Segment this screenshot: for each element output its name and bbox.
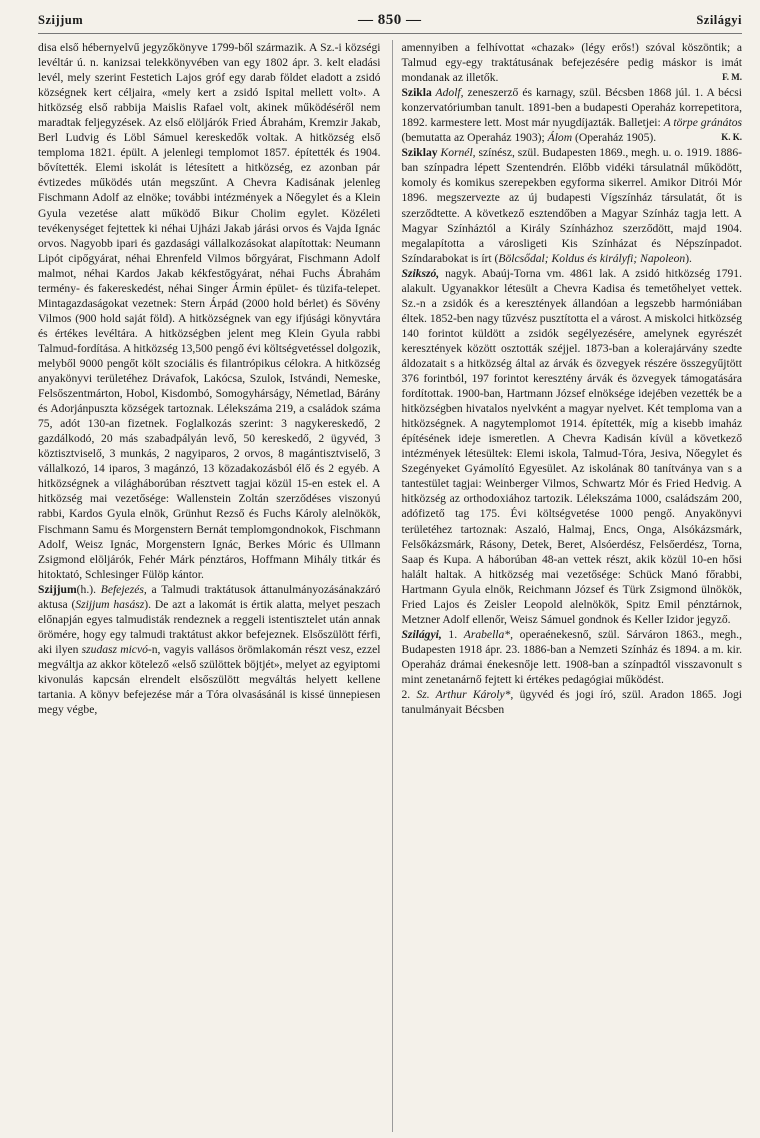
entry-szikszo: Szikszó, nagyk. Abaúj-Torna vm. 4861 lak. A zsidó hitközség 1791. alakult. Ugyanakkor létesült a Chevra Kadisa és temetőhelyet vettek. Sz.-n a zsidók és a keresztények állandóan a legszebb harmóniában éltek. 1852-ben nagy tűzvész pusztította el a várost. A miskolci hitközség 140 forintot küldött a zsidók segélyezésére, amelynek egyrészét keresztények között osztották széjjel. 1873-ban a kolerajárvány szedte áldozatait s a hitközség által az árvák és özvegyek részére összegyűjtött 376 forintból, 197 forintot keresztény árvák és özvegyek támogatására fordítottak. 1900-ban, Hartmann József elnöksége idejében vezették be a hitközségben hivatalos nyelvként a magyar nyelvet. Két temploma van a hitközségnek. A nagytemplomot 1914. építették, míg a kisebb imaház építésének ideje ismeretlen. A Chevra Kadisán kívül a következő intézmények létesültek: Elemi iskola, Talmud-Tóra, Jesiva, Nőegylet és Szegényeket Gyámolító Egyesület. Az iskolának 80 tanítványa van s a tantestület tagjai: Weinberger Vilmos, Schwartz Mór és Fried Hedvig. A hitközség az orthodoxiához tartozik. Lélekszáma 1000, családszám 200, adófizető tag 175. Évi költségvetése 1000 pengő. Anyakönyvi területéhez tartoznak: Aszaló, Halmaj, Encs, Onga, Alsókázsmárk, Felsőkázsmárk, Rásony, Detek, Beret, Alsóerdész, Felsőerdész, Torna, Saap és Kupa. A háborúban 48-an vettek részt, akik közül 10-en hősi halált haltak. A hitközség mai vezetősége: Schück Manó főrabbi, Hartmann Gyula elnök, Reichmann József és Türk Zsigmond ülnökök, Fried Lajos és Zeisler Leopold alelnökök, Spitz Emil pénztárnok, Metzner Adolf ellenőr, Weisz Sámuel gondnok és Keller Izidor jegyző. xyxy=(401,266,742,626)
entry-szilagyi-arabella: Szilágyi, 1. Arabella*, operaénekesnő, szül. Sárváron 1863., megh., Budapesten 1918 ápr. 23. 1886-ban a Nemzeti Színház és 1894. a m. kir. Operaház drámai énekesnője lett. 1908-ban a színpadtól visszavonult s mint zenetanárnő fejtett ki értékes pedagógiai működést. xyxy=(401,627,742,686)
two-column-body xyxy=(38,40,742,1132)
entry-szilagyi-arthur: 2. Sz. Arthur Károly*, ügyvéd és jogi író, szül. Aradon 1865. Jogi tanulmányait Bécsben xyxy=(401,688,742,717)
headword: Szikla xyxy=(401,86,432,100)
entry-szijjum-continuation: amennyiben a felhívottat «chazak» (légy erős!) szóval köszöntik; a Talmud egy-egy traktátusának befejezésére pedig máskor is imát mondanak az illetők. F. M. xyxy=(401,41,742,85)
headword: Sziklay xyxy=(401,146,438,160)
entry-sziklay: Sziklay Kornél, színész, szül. Budapesten 1869., megh. u. o. 1919. 1886-ban színpadra lépett Szentendrén. Előbb vidéki társulatnál működött, komoly és komikus szerepekben egyforma sikerrel. Amikor Ditrói Mór 1896. megszervezte az új budapesti Vígszínház társulatát, őt is szerződtette. A következő esztendőben a Magyar Színház tagja lett. A Magyar Színháztól a Király Színházhoz szerződött, majd 1904. megalapította a városligeti Kis Színházat és Népszínpadot. Színdarabokat is írt (Bölcsődal; Koldus és királyfi; Napoleon). xyxy=(401,146,742,265)
headword: Szilágyi, xyxy=(401,627,442,641)
header-right-keyword: Szilágyi xyxy=(696,13,742,27)
right-column xyxy=(392,40,742,1132)
entry-szikla: Szikla Adolf, zeneszerző és karnagy, szül. Bécsben 1868 júl. 1. A bécsi konzervatóriumban tanult. 1891-ben a budapesti Operaház korrepetitora, 1892. karmestere lett. Most már nyugdíjazták. Balletjei: A törpe gránátos (bemutatta az Operaház 1903); Álom (Operaház 1905). K. K. xyxy=(401,86,742,145)
header-left-keyword: Szijjum xyxy=(38,13,84,27)
headword: Szikszó, xyxy=(401,266,440,280)
left-column xyxy=(38,40,380,1132)
running-header xyxy=(38,12,742,34)
entry-szijjum: Szijjum(h.). Befejezés, a Talmudi traktátusok áttanulmányozásánakzáró aktusa (Szijjum hasász). De azt a lakomát is értik alatta, melyet peszach előnapján egyes talmudisták rendeznek a reggeli istentisztelet után annak örömére, hogy egy talmudi traktátust akkor befejeznek. Elsőszülött férfi, aki ilyen szudasz micvó-n, vagyis vallásos örömlakomán részt vesz, ezzel megváltja az akkor kötelező «első szülöttek böjtjét», melyet az egyiptomi kivonulás kapcsán elrendelt elsőszülött megváltás helyett kellene tartania. A könyv befejezése már a Tóra olvasásánál is kissé ünnepiesen megy végbe, xyxy=(38,582,381,717)
author-signature: F. M. xyxy=(722,72,742,83)
page-number: — 850 — xyxy=(358,12,422,28)
headword: Szijjum xyxy=(38,582,77,596)
entry-szigetvar-continuation: disa első hébernyelvű jegyzőkönyve 1799-ből származik. A Sz.-i községi levéltár ú. n. kanizsai telekkönyvében van egy 1802 ápr. 3. kelt eladási levél, mely szerint Festetich Lajos gróf egy darab földet eladott a zsidó községnek kert céljaira, «mely kert a zsidó Ispital mellett volt». A hitközség első rabbija Maislis Rafael volt, akinek működéséről nem maradtak feljegyzések. Az első elöljárók Fried Ábrahám, Kremzir Jakab, Berl Ludvig és Löbl Sámuel kereskedők voltak. A hitközség első temploma 1821. épült. A jelenlegi templomot 1857. építették és 1904. bővítették. Elemi iskolát is létesített a hitközség, ez azonban pár évtizedes működés után megszűnt. A Chevra Kadisának jelenleg Fischmann Adolf az elnöke; további intézmények a Nőegylet és a Klein Gyula vezetése alatt működő Bikur Cholim egylet. Közéleti tevékenységet fejtettek ki néhai Ujházi Jakab járási orvos és Vajda Ignác orvos. Nagyobb ipari és gazdasági vállalkozásokat alapítottak: Neumann Lipót cipőgyárat, néhai Ehrenfeld Vilmos bőrgyárat, Fischmann Adolf malmot, néhai Kardos Jakab kékfestőgyárat, néhai Fuchs Ábrahám termény- és fakereskedést, néhai Singer Ármin épület- és tüzifa-telepet. Mintagazdaságokat vezetnek: Stern Árpád (2000 hold bérlet) és Sövény Vilmos (900 hold saját föld). A hitközségnek van egy ifjúsági könyvtára és értékes levéltára. A hitközségben jelent meg Klein Gyula rabbi Talmud-fordítása. A hitközség 13,500 pengő évi költségvetéssel dolgozik, melyből 9000 pengőt költ szociális és filantrópikus célokra. A hitközség anyakönyvi területéhez Drávafok, Lakócsa, Szulok, Istvándi, Nemeske, Felsőszentmárton, Hobol, Kisdombó, Somogyhárságy, Németlad, Bárány és Adorjánpuszta községek tartoznak. Lélekszáma 219, a családok száma 75, adót 130-an fizetnek. Foglalkozás szerint: 3 nagykereskedő, 2 gazdálkodó, 20 más szabadpályán levő, 50 kereskedő, 2 ügyvéd, 3 köztisztviselő, 3 munkás, 2 nagyiparos, 2 orvos, 8 magántisztviselő, 3 vállalkozó, 14 iparos, 3 magánzó, 13 közadakozásból élő és 2 egyéb. A hitközségnek a világháborúban résztvett tagjai közül 15-en estek el. A hitközség mai vezetősége: Wallenstein Zoltán szerződéses viszonyú rabbi, Kardos Gyula elnök, Grünhut Rezső és Fuchs Károly alelnökök, Fischmann Samu és Morgenstern Bernát templomgondnokok, Fischmann Adolf, Weisz Ignác, Morgenstern Ignác, Berkes Móric és Ullmann Zsigmond elöljárók, Fehér Márk pénztáros, Hoffmann Mihály titkár és hitoktató, Schlesinger Fülöp kántor. xyxy=(38,41,381,581)
author-signature: K. K. xyxy=(721,132,742,143)
